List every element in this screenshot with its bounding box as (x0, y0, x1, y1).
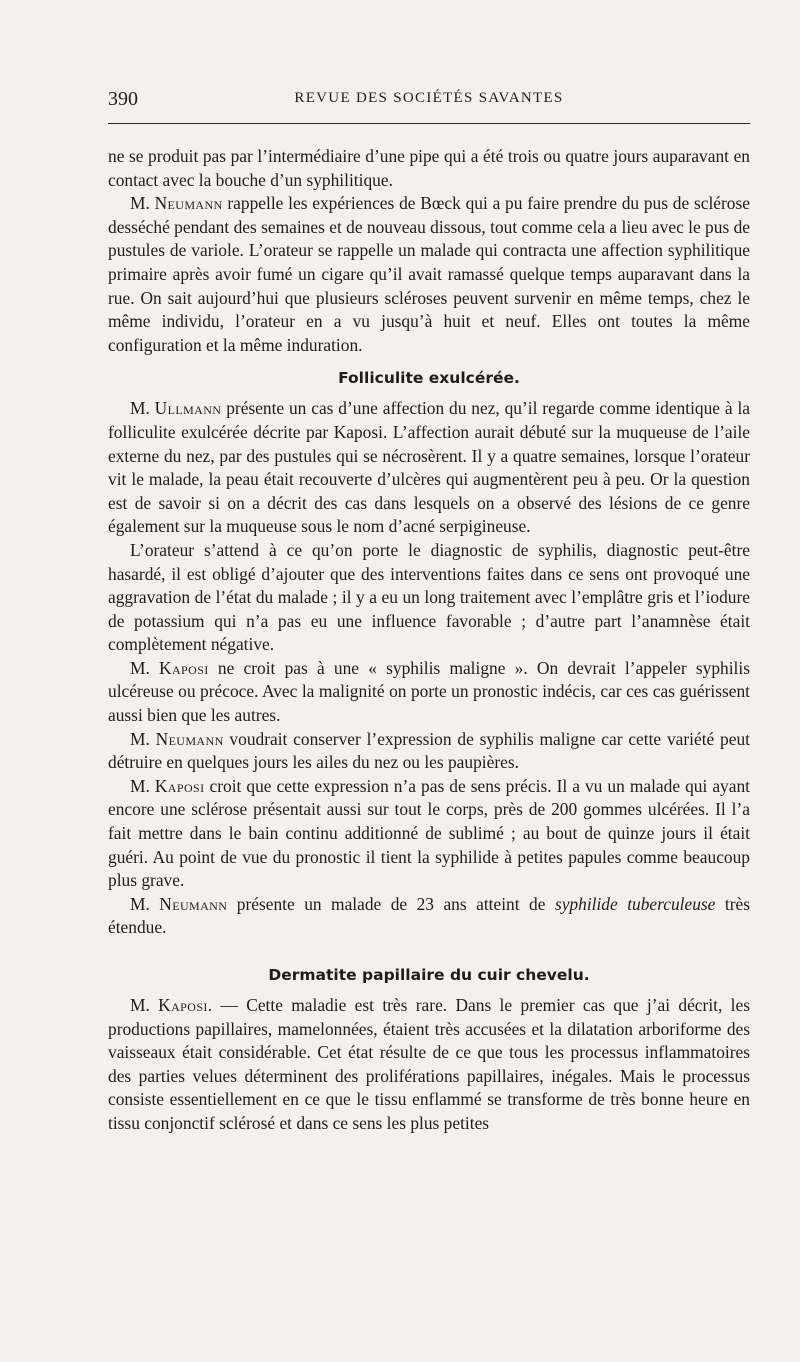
paragraph-9 (108, 994, 750, 1136)
speaker-name: Kaposi (154, 775, 205, 796)
speaker-prefix: M. (130, 193, 155, 214)
speaker-prefix: M. (130, 775, 155, 796)
speaker-prefix: M. (130, 398, 155, 419)
paragraph-text: rappelle les expériences de Bœck qui a pu faire prendre du pus de sclérose desséché pendant des semaines et de nouveau dissous, tout comme cela a lieu avec le pus de pustules de variole. L’orateur se rappelle un malade qui contracta une affection syphilitique primaire après avoir fumé un cigare qu’il avait ramassé quelque temps auparavant dans la rue. On sait aujourd’hui que plusieurs scléroses peuvent survenir en même temps, chez le même individu, l’orateur en a vu jusqu’à huit et neuf. Elles ont toutes la même configuration et la même induration. (108, 193, 750, 355)
page-number: 390 (108, 88, 138, 110)
speaker-prefix: M. (130, 893, 160, 914)
speaker-name: Kaposi (158, 995, 208, 1015)
page-header (108, 88, 750, 118)
section-heading-dermatite: Dermatite papillaire du cuir chevelu. (268, 966, 590, 984)
section-heading-folliculite: Folliculite exulcérée. (338, 369, 520, 388)
speaker-name: Ullmann (154, 398, 222, 419)
header-rule (108, 123, 750, 124)
paragraph-text: présente un cas d’une affection du nez, qu’il regarde comme identique à la folliculite exulcérée décrite par Kaposi. L’affection aurait débuté sur la muqueuse de l’aile externe du nez, par des pustules qui se nécrosèrent. Il y a quatre semaines, lorsque l’orateur vit le malade, la peau était recouverte d’ulcères qui augmentèrent peu à peu. Or la question est de savoir si on a décrit des cas dans lesquels on a observé des lésions de ce genre également sur la muqueuse sous le nom d’acné serpigineuse. (108, 398, 750, 537)
paragraph-text: voudrait conserver l’expression de syphilis maligne car cette variété peut détruire en quelques jours les ailes du nez ou les paupières. (108, 728, 750, 773)
paragraph-4: L’orateur s’attend à ce qu’on porte le diagnostic de syphilis, diagnostic peut-être hasardé, il est obligé d’ajouter que des interventions faites dans ce sens ont provoqué une aggravation de l’état du malade ; il y a eu un long traitement avec l’emplâtre gris et l’iodure de potassium qui n’a pas eu une influence favorable ; d’autre part l’anamnèse était complètement négative. (108, 539, 750, 655)
speaker-prefix: M. (130, 657, 160, 678)
paragraph-suffix: très étendue. (108, 893, 750, 938)
paragraph-text: croit que cette expression n’a pas de sens précis. Il a vu un malade qui ayant encore une sclérose présentait aussi sur tout le corps, près de 200 gommes ulcérées. Il l’a fait mettre dans le bain continu additionné de sublimé ; au bout de quinze jours il était guéri. Au point de vue du pronostic il tient la syphilide à petites papules comme beaucoup plus grave. (108, 775, 750, 891)
paragraph-2 (108, 192, 750, 357)
paragraph-1: ne se produit pas par l’intermédiaire d’une pipe qui a été trois ou quatre jours auparavant en contact avec la bouche d’un syphilitique. (108, 146, 750, 190)
paragraph-text: ne croit pas à une « syphilis maligne ». On devrait l’appeler syphilis ulcéreuse ou précoce. Avec la malignité on porte un pronostic indécis, car ces cas guérissent aussi bien que les autres. (108, 657, 750, 726)
paragraph-8 (108, 893, 750, 940)
running-title: REVUE DES SOCIÉTÉS SAVANTES (294, 90, 564, 106)
paragraph-5 (108, 657, 750, 728)
paragraph-text: présente un malade de 23 ans atteint de (227, 893, 555, 914)
speaker-name: Neumann (159, 893, 228, 914)
italic-term: syphilide tuberculeuse (554, 893, 716, 914)
paragraph-3 (108, 397, 750, 539)
body-text (108, 145, 750, 1136)
paragraph-6 (108, 728, 750, 775)
speaker-name: Kaposi (159, 657, 209, 678)
speaker-name: Neumann (154, 193, 223, 214)
speaker-prefix: M. (130, 995, 159, 1015)
paragraph-text: . — Cette maladie est très rare. Dans le premier cas que j’ai décrit, les productions papillaires, mamelonnées, étaient très accusées et la dilatation arboriforme des vaisseaux était considérable. Cet état résulte de ce que tous les processus inflammatoires des parties velues déterminent des proliférations papillaires, inégales. Mais le processus consiste essentiellement en ce que le tissu enflammé se transforme de très bonne heure en tissu conjonctif sclérosé et dans ce sens les plus petites (108, 995, 750, 1133)
paragraph-7 (108, 775, 750, 893)
speaker-name: Neumann (155, 728, 224, 749)
speaker-prefix: M. (130, 728, 156, 749)
